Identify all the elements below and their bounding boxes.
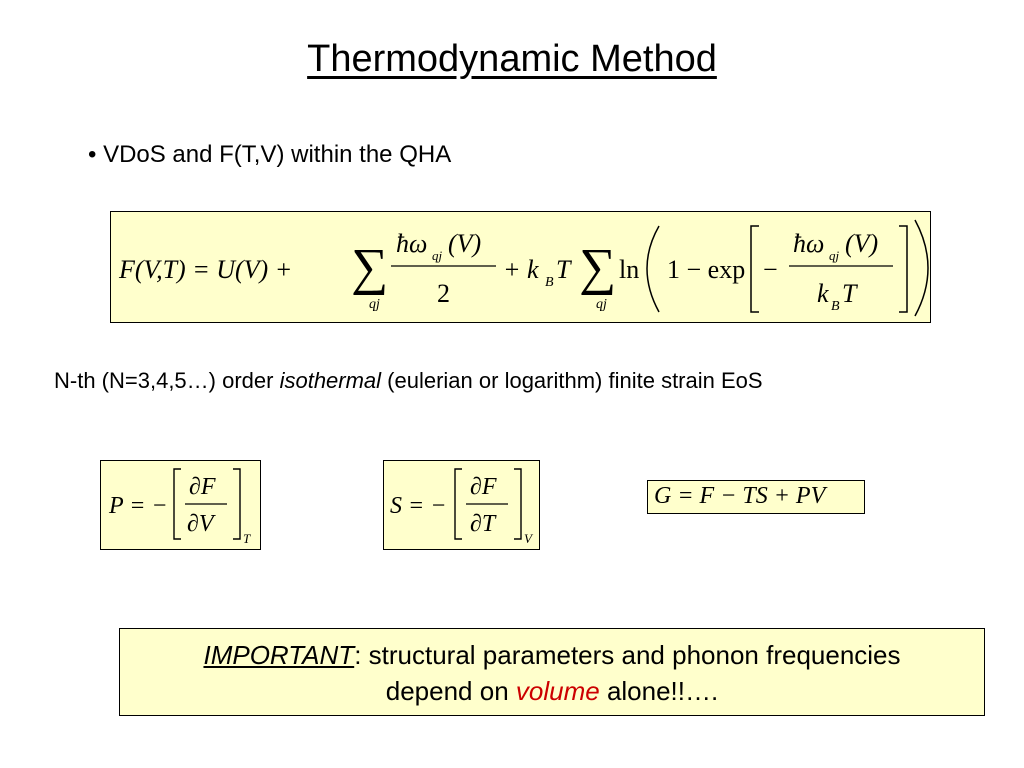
- eos-suffix: (eulerian or logarithm) finite strain EoS: [381, 368, 763, 393]
- pressure-formula-box: [100, 460, 261, 550]
- left-bracket: [751, 226, 759, 312]
- pressure-denominator: ∂V: [187, 511, 214, 537]
- fraction1-denominator: 2: [437, 279, 450, 308]
- sum-symbol-1: ∑: [351, 239, 389, 296]
- fraction2-denominator-T: T: [842, 279, 857, 308]
- entropy-left-bracket: [455, 469, 462, 539]
- pressure-formula: [101, 461, 262, 551]
- slide-title: Thermodynamic Method: [307, 38, 717, 80]
- fraction2-denominator: k: [817, 279, 829, 308]
- gibbs-formula: G = F − TS + PV: [654, 483, 826, 509]
- free-energy-formula-box: [110, 211, 931, 323]
- entropy-subscript: V: [524, 531, 532, 546]
- entropy-numerator: ∂F: [470, 474, 497, 500]
- sum-1-sub: qj: [369, 297, 380, 312]
- important-colon: :: [354, 640, 362, 670]
- kbt-term: + k: [503, 255, 539, 284]
- pressure-subscript: T: [243, 531, 251, 546]
- important-label: IMPORTANT: [203, 640, 355, 670]
- left-paren: [647, 226, 659, 312]
- right-bracket: [899, 226, 907, 312]
- gibbs-formula-box: [647, 480, 865, 514]
- sum-2-sub: qj: [596, 297, 607, 312]
- important-highlight: volume: [515, 676, 600, 706]
- fraction2-numerator-arg: (V): [845, 229, 879, 258]
- pressure-lhs: P = −: [109, 493, 168, 519]
- fraction2-numerator-sub: qj: [829, 248, 840, 263]
- entropy-denominator: ∂T: [470, 511, 496, 537]
- entropy-right-bracket: [514, 469, 521, 539]
- free-energy-lhs: F(V,T) = U(V) +: [119, 255, 293, 284]
- important-line-1: [120, 637, 984, 673]
- eos-emphasis: isothermal: [279, 368, 382, 393]
- pressure-numerator: ∂F: [189, 474, 216, 500]
- important-line-2: [120, 673, 984, 709]
- fraction2-denominator-sub: B: [831, 299, 840, 314]
- important-note-box: [119, 628, 985, 716]
- fraction1-numerator: ħω: [396, 229, 428, 258]
- important-text-1: structural parameters and phonon frequencies: [361, 640, 901, 670]
- fraction2-numerator: ħω: [793, 229, 825, 258]
- kbt-sub: B: [545, 275, 554, 290]
- eos-prefix: N-th (N=3,4,5…) order: [54, 368, 280, 393]
- important-text-3: alone!!….: [599, 676, 719, 706]
- entropy-formula: [384, 461, 541, 551]
- sum-symbol-2: ∑: [579, 239, 617, 296]
- fraction1-numerator-sub: qj: [432, 248, 443, 263]
- bullet-vdos: • VDoS and F(T,V) within the QHA: [88, 141, 452, 168]
- pressure-right-bracket: [233, 469, 240, 539]
- one-minus-exp: 1 − exp: [667, 255, 746, 284]
- free-energy-formula: [111, 212, 932, 324]
- entropy-formula-box: [383, 460, 540, 550]
- ln-text: ln: [619, 255, 640, 284]
- eos-description: [54, 368, 763, 394]
- fraction1-numerator-arg: (V): [448, 229, 482, 258]
- pressure-left-bracket: [174, 469, 181, 539]
- important-text-2: depend on: [385, 676, 516, 706]
- kbt-T: T: [556, 255, 571, 284]
- right-paren: [915, 220, 928, 316]
- minus-sign: −: [763, 255, 778, 284]
- entropy-lhs: S = −: [390, 493, 447, 519]
